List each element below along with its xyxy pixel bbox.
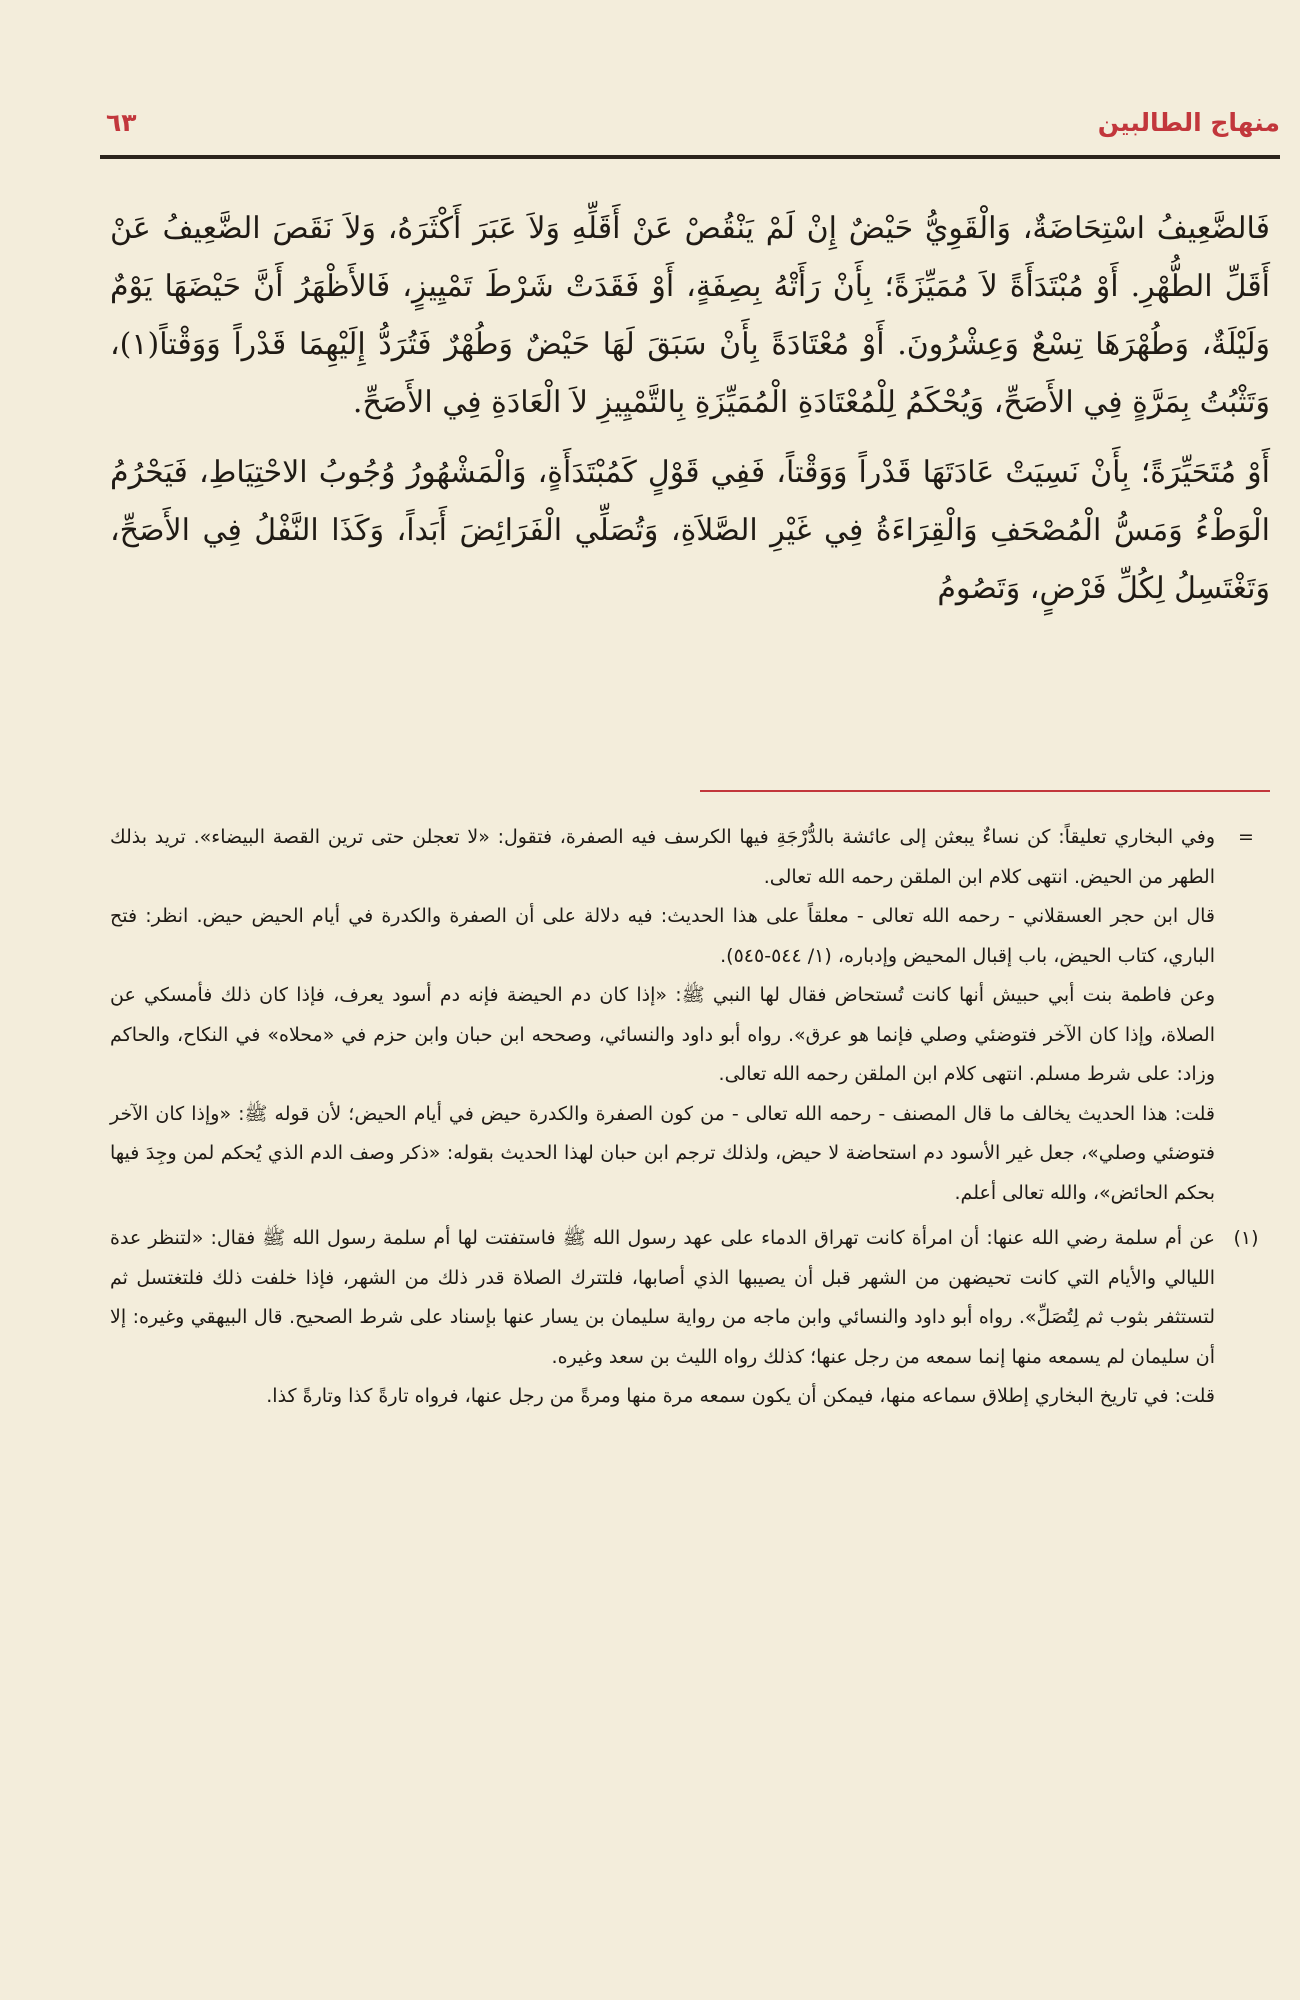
footnotes (110, 818, 1270, 1423)
page-header (100, 100, 1280, 150)
running-title: منهاج الطالبين (1097, 108, 1280, 137)
footnote-continued (110, 818, 1270, 1213)
footnote-marker: (١) (1233, 1227, 1259, 1249)
page-number: ٦٣ (106, 108, 137, 137)
main-paragraph: فَالضَّعِيفُ اسْتِحَاضَةٌ، وَالْقَوِيُّ حَيْضٌ إِنْ لَمْ يَنْقُصْ عَنْ أَقَلِّهِ وَلاَ عَبَرَ أَكْثَرَهُ، وَلاَ نَقَصَ الضَّعِيفُ عَنْ أَقَلِّ الطُّهْرِ. أَوْ مُبْتَدَأَةً لاَ مُمَيِّزَةً؛ بِأَنْ رَأَتْهُ بِصِفَةٍ، أَوْ فَقَدَتْ شَرْطَ تَمْيِيزٍ، فَالأَظْهَرُ أَنَّ حَيْضَهَا يَوْمٌ وَلَيْلَةٌ، وَطُهْرَهَا تِسْعٌ وَعِشْرُونَ. أَوْ مُعْتَادَةً بِأَنْ سَبَقَ لَهَا حَيْضٌ وَطُهْرٌ فَتُرَدُّ إِلَيْهِمَا قَدْراً وَوَقْتاً(١)، وَتَثْبُتُ بِمَرَّةٍ فِي الأَصَحِّ، وَيُحْكَمُ لِلْمُعْتَادَةِ الْمُمَيِّزَةِ بِالتَّمْيِيزِ لاَ الْعَادَةِ فِي الأَصَحِّ. (110, 211, 1270, 420)
footnote-paragraph: قلت: في تاريخ البخاري إطلاق سماعه منها، فيمكن أن يكون سمعه مرة منها ومرةً من رجل عنها، فرواه تارةً كذا وتارةً كذا. (266, 1385, 1215, 1407)
footnote-paragraph: عن أم سلمة رضي الله عنها: أن امرأة كانت تهراق الدماء على عهد رسول الله ﷺ فاستفتت لها أم سلمة رسول الله ﷺ فقال: «لتنظر عدة الليالي والأيام التي كانت تحيضهن من الشهر قبل أن يصيبها الذي أصابها، فلتترك الصلاة قدر ذلك من الشهر، فإذا خلفت ذلك فلتغتسل ثم لتستثفر بثوب ثم لِتُصَلِّ». رواه أبو داود والنسائي وابن ماجه من رواية سليمان بن يسار عنها بإسناد على شرط الصحيح. قال البيهقي وغيره: إلا أن سليمان لم يسمعه منها إنما سمعه من رجل عنها؛ كذلك رواه الليث بن سعد وغيره. (110, 1227, 1215, 1368)
footnote-paragraph: قلت: هذا الحديث يخالف ما قال المصنف - رحمه الله تعالى - من كون الصفرة والكدرة حيض في أيام الحيض؛ لأن قوله ﷺ: «وإذا كان الآخر فتوضئي وصلي»، جعل غير الأسود دم استحاضة لا حيض، ولذلك ترجم ابن حبان لهذا الحديث بقوله: «ذكر وصف الدم الذي يُحكم لمن وجِدَ فيها بحكم الحائض»، والله تعالى أعلم. (110, 1102, 1215, 1204)
main-text (110, 200, 1270, 630)
footnote-1 (110, 1219, 1270, 1417)
footnote-divider (700, 790, 1270, 792)
header-divider (100, 155, 1280, 159)
footnote-paragraph: وفي البخاري تعليقاً: كن نساءٌ يبعثن إلى عائشة بالدُّرْجَةِ فيها الكرسف فيه الصفرة، فتقول: «لا تعجلن حتى ترين القصة البيضاء». تريد بذلك الطهر من الحيض. انتهى كلام ابن الملقن رحمه الله تعالى. (110, 826, 1215, 888)
footnote-marker: = (1238, 826, 1254, 848)
main-paragraph: أَوْ مُتَحَيِّرَةً؛ بِأَنْ نَسِيَتْ عَادَتَهَا قَدْراً وَوَقْتاً، فَفِي قَوْلٍ كَمُبْتَدَأَةٍ، وَالْمَشْهُورُ وُجُوبُ الاحْتِيَاطِ، فَيَحْرُمُ الْوَطْءُ وَمَسُّ الْمُصْحَفِ وَالْقِرَاءَةُ فِي غَيْرِ الصَّلاَةِ، وَتُصَلِّي الْفَرَائِضَ أَبَداً، وَكَذَا النَّفْلُ فِي الأَصَحِّ، وَتَغْتَسِلُ لِكُلِّ فَرْضٍ، وَتَصُومُ (110, 455, 1270, 606)
footnote-paragraph: قال ابن حجر العسقلاني - رحمه الله تعالى - معلقاً على هذا الحديث: فيه دلالة على أن الصفرة والكدرة في أيام الحيض حيض. انظر: فتح الباري، كتاب الحيض، باب إقبال المحيض وإدباره، (١/ ٥٤٤-٥٤٥). (110, 905, 1215, 967)
footnote-paragraph: وعن فاطمة بنت أبي حبيش أنها كانت تُستحاض فقال لها النبي ﷺ: «إذا كان دم الحيضة فإنه دم أسود يعرف، فإذا كان ذلك فأمسكي عن الصلاة، وإذا كان الآخر فتوضئي وصلي فإنما هو عرق». رواه أبو داود والنسائي، وصححه ابن حبان وابن حزم في «محلاه» في النكاح، والحاكم وزاد: على شرط مسلم. انتهى كلام ابن الملقن رحمه الله تعالى. (110, 984, 1215, 1085)
